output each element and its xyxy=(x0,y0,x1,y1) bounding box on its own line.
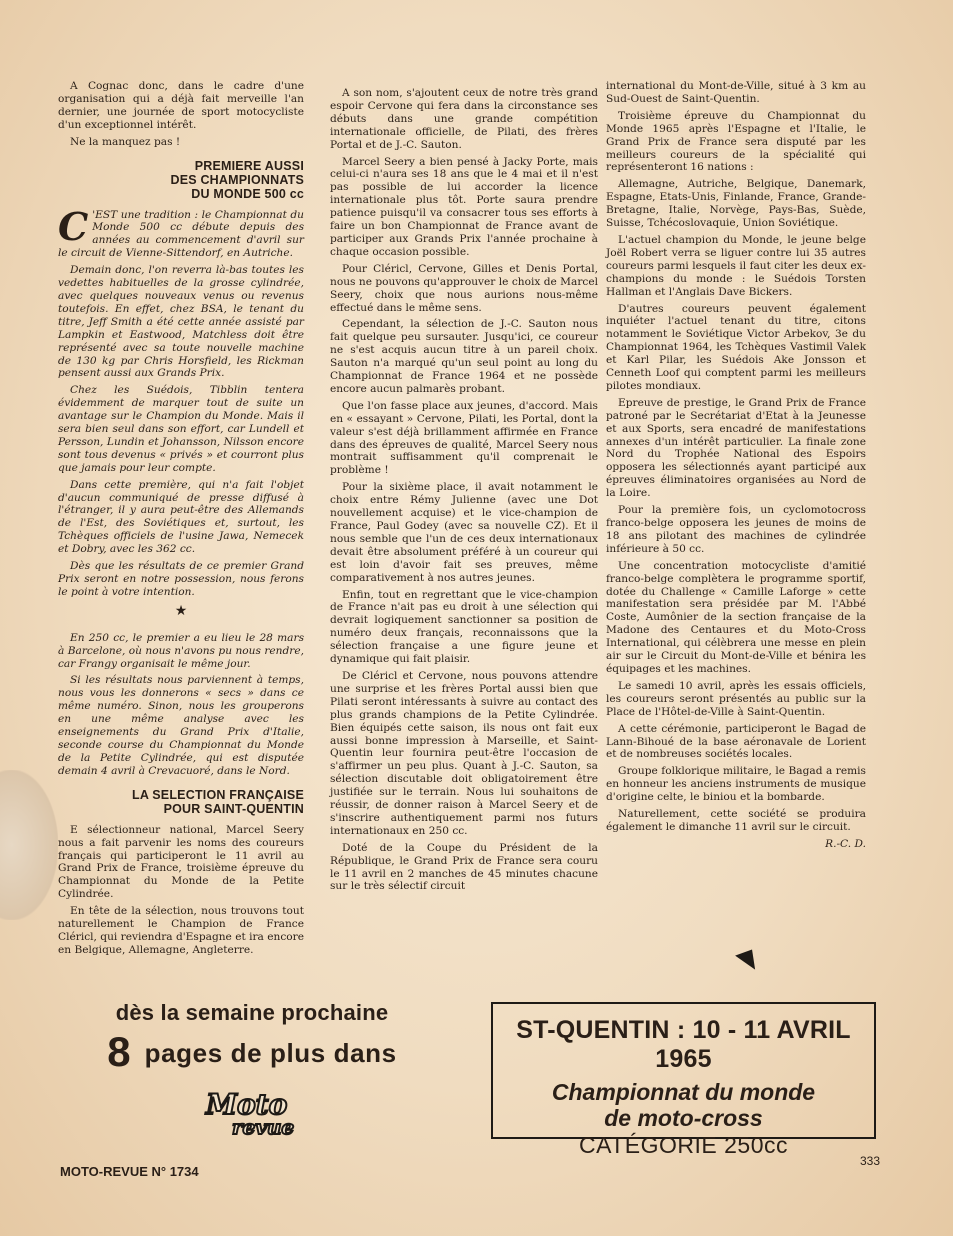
event-ad-box xyxy=(491,1002,876,1158)
article-paragraph: Dès que les résultats de ce premier Grand Prix seront en notre possession, nous ferons le point à votre intention. xyxy=(58,560,304,598)
article-column-1 xyxy=(58,80,304,961)
heading-premiere-aussi xyxy=(58,159,304,201)
article-paragraph: En tête de la sélection, nous trouvons tout naturellement le Champion de France Cléricl, qui reviendra d'Espagne et ira encore en Belgique, Allemagne, Angleterre. xyxy=(58,905,304,956)
promo-line-2 xyxy=(92,1028,412,1076)
paragraph-text: 'EST une tradition : le Championnat du Monde 500 cc débute depuis des années au commencement d'avril sur le circuit de Vienne-Sittendorf, en Autriche. xyxy=(58,208,304,260)
intro-tagline: Ne la manquez pas ! xyxy=(70,135,181,148)
promo-line-1: dès la semaine prochaine xyxy=(115,1000,389,1025)
page-number: 333 xyxy=(860,1154,881,1168)
ad-category: CATÉGORIE 250cc xyxy=(578,1132,789,1158)
intro-paragraph: A Cognac donc, dans le cadre d'une organisation qui a déjà fait merveille l'an dernier, une journée de sport motocycliste d'un exceptionnel intérêt. xyxy=(58,80,304,131)
article-paragraph: Cependant, la sélection de J.-C. Sauton nous fait quelque peu sursauter. Jusqu'ici, ce coureur ne s'est acquis aucun titre à un pareil choix. Sauton n'a marqué qu'un seul point au long du Championnat de France 1964 et ne possède encore aucun palmarès probant. xyxy=(330,318,598,395)
star-separator: ★ xyxy=(174,602,188,619)
article-paragraph: Pour la première fois, un cyclomotocross franco-belge opposera les jeunes de moins de 18 ans pilotant des machines de cylindrée inférieure à 50 cc. xyxy=(606,504,866,555)
promo-number: 8 xyxy=(107,1028,131,1075)
ad-event-dates: ST-QUENTIN : 10 - 11 AVRIL 1965 xyxy=(516,1016,851,1073)
heading-line: LA SELECTION FRANÇAISE xyxy=(132,787,304,802)
article-paragraph: Epreuve de prestige, le Grand Prix de France patroné par le Secrétariat d'Etat à la Jeunesse et aux Sports, sera encadré de manifestations annexes d'un intérêt particulier. La finale zone Nord du Trophée National des Espoirs opposera les sélectionnés ayant participé aux épreuves éliminatoires organisées au Nord de la Loire. xyxy=(606,396,866,500)
article-paragraph: De Cléricl et Cervone, nous pouvons attendre une surprise et les frères Portal aussi bien que Pilati seront intéressants à suivre au contact des plus grands champions de la Petite Cylindrée. Bien équipés cette saison, ils nous ont fait eux aussi bonne impression à Marseille, et Saint-Quentin leur fournira peut-être l'occasion de s'affirmer un peu plus. Quant à J.-C. Sauton, sa sélection discutable doit obligatoirement être justifiée sur le terrain. Nous lui souhaitons de réussir, de donner raison à Marcel Seery et de s'inscrire authentiquement parmi nos futurs internationaux en 250 cc. xyxy=(330,669,598,837)
article-paragraph: Si les résultats nous parviennent à temps, nous vous les donnerons « secs » dans ce même numéro. Sinon, nous les grouperons en une même analyse avec les enseignements du Grand Prix d'Italie, seconde course du Championnat du Monde de la Petite Cylindrée, qui est disputée demain 4 avril à Crevacuoré, dans le Nord. xyxy=(58,674,304,777)
heading-line: PREMIERE AUSSI xyxy=(194,158,304,173)
article-paragraph: Dans cette première, qui n'a fait l'objet d'aucun communiqué de presse diffusé à l'étranger, il y aura peut-être des Allemands de l'Est, des Soviétiques et, surtout, les Tchèques officiels de l'usine Jawa, Nemecek et Dobry, avec les 362 cc. xyxy=(58,478,304,556)
logo-text-bottom: revue xyxy=(232,1115,295,1138)
article-paragraph: Naturellement, cette société se produira également le dimanche 11 avril sur le circuit. xyxy=(606,808,866,833)
issue-footer: MOTO-REVUE N° 1734 xyxy=(60,1164,199,1179)
article-paragraph: Que l'on fasse place aux jeunes, d'accord. Mais en « essayant » Cervone, Pilati, les Portal, dont la valeur s'est déjà brillamment affirmée en France dans des épreuves de qualité, Marcel Seery nous montrait suffisamment qu'il comprenait le problème ! xyxy=(330,399,598,477)
article-paragraph: D'autres coureurs peuvent également inquiéter l'actuel tenant du titre, citons notamment le Soviétique Victor Arbekov, 3e du Championnat 1964, les Tchèques Vastimil Valek et Karl Pilar, les Suédois Ake Jonsson et Cenneth Loof qui comptent parmi les meilleurs pilotes mondiaux. xyxy=(606,302,866,392)
article-column-2 xyxy=(330,87,598,897)
article-paragraph: international du Mont-de-Ville, situé à 3 km au Sud-Ouest de Saint-Quentin. xyxy=(606,80,866,105)
article-paragraph: Groupe folklorique militaire, le Bagad a remis en honneur les anciens instruments de musique d'origine celte, le biniou et la bombarde. xyxy=(606,765,866,804)
drop-cap: C xyxy=(58,203,89,249)
article-paragraph: Enfin, tout en regrettant que le vice-champion de France n'ait pas eu droit à une sélection qui devrait logiquement sanctionner sa position de numéro deux français, reconnaissons que la sélection française a une figure jeune et dynamique qui fait plaisir. xyxy=(330,588,598,666)
author-signature: R.-C. D. xyxy=(825,837,866,850)
ad-title-line-2: de moto-cross xyxy=(604,1105,763,1131)
heading-line: DES CHAMPIONNATS xyxy=(170,172,304,187)
article-paragraph: E sélectionneur national, Marcel Seery nous a fait parvenir les noms des coureurs français qui participeront le 11 avril au Grand Prix de France, troisième épreuve du Championnat du Monde de la Petite Cylindrée. xyxy=(58,823,304,901)
article-paragraph: Une concentration motocycliste d'amitié franco-belge complètera le programme sportif, dotée du Challenge « Camille Laforge » cette manifestation sera présidée par M. l'Abbé Coste, Aumônier de la section française de la Madone des Centaures et du Moto-Cross International, qui célèbrera une messe en plein air sur le Circuit du Mont-de-Ville et bénira les équipages et les machines. xyxy=(606,559,866,675)
heading-line: POUR SAINT-QUENTIN xyxy=(163,801,304,816)
heading-selection-francaise xyxy=(58,788,304,816)
heading-line: DU MONDE 500 cc xyxy=(191,186,304,201)
torn-paper-edge xyxy=(0,770,58,920)
article-paragraph: Le samedi 10 avril, après les essais officiels, les coureurs seront présentés au public sur la Place de l'Hôtel-de-Ville à Saint-Quentin. xyxy=(606,679,866,718)
promo-block xyxy=(92,1000,412,1138)
promo-text: pages de plus dans xyxy=(144,1038,397,1068)
moto-revue-logo-icon xyxy=(202,1088,322,1138)
article-paragraph: Pour la sixième place, il avait notamment le choix entre Rémy Julienne (avec une Dot nouvellement acquise) et le vice-champion de France, Paul Godey (avec sa nouvelle CZ). Et il nous semble que l'un de ces deux internationaux devait être absolument préféré à un coureur qui est loin d'avoir fait ses preuves, même comparativement à nos autres jeunes. xyxy=(330,481,598,584)
article-paragraph: A cette cérémonie, participeront le Bagad de Lann-Bihoué de la base aéronavale de Lorient et de nombreuses sociétés locales. xyxy=(606,722,866,761)
article-paragraph: Troisième épreuve du Championnat du Monde 1965 après l'Espagne et l'Italie, le Grand Prix de France sera disputé par les meilleurs coureurs de la spécialité qui représenteront 16 nations : xyxy=(606,109,866,174)
article-paragraph xyxy=(58,203,304,261)
article-paragraph: Pour Cléricl, Cervone, Gilles et Denis Portal, nous ne pouvons qu'approuver le choix de Marcel Seery, choix que nous aurions nous-même effectué dans le même sens. xyxy=(330,262,598,314)
article-paragraph: En 250 cc, le premier a eu lieu le 28 mars à Barcelone, où nous n'avons pu nous rendre, car Frangy organisait le même jour. xyxy=(58,631,304,670)
nations-list: Allemagne, Autriche, Belgique, Danemark, Espagne, Etats-Unis, Finlande, France, Grande-Bretagne, Italie, Norvège, Pays-Bas, Suède, Suisse, Tchécoslovaquie, Union Soviétique. xyxy=(606,178,866,230)
article-paragraph: A son nom, s'ajoutent ceux de notre très grand espoir Cervone qui fera dans la circonstance ses débuts dans une grande compétition internationale officielle, de Pilati, des frères Portal et de J.-C. Sauton. xyxy=(330,87,598,151)
logo-text-top: Moto xyxy=(206,1088,288,1121)
article-paragraph: Chez les Suédois, Tibblin tentera évidemment de marquer tout de suite un avantage sur le Champion du Monde. Mais il sera bien seul dans son effort, car Lundell et Persson, Lundin et Johansson, Nilsson encore sont tous devenus « privés » et courront plus que jamais pour leur compte. xyxy=(58,384,304,474)
article-paragraph: L'actuel champion du Monde, le jeune belge Joël Robert verra se liguer contre lui 35 autres coureurs parmi lesquels il faut citer les deux ex-champions du monde : le Suédois Torsten Hallman et l'Anglais Dave Bickers. xyxy=(606,233,866,298)
ad-title-line-1: Championnat du monde xyxy=(551,1079,816,1105)
article-paragraph: Doté de la Coupe du Président de la République, le Grand Prix de France sera couru le 11 avril en 2 manches de 45 minutes chacune sur le très sélectif circuit xyxy=(330,841,598,893)
article-paragraph: Marcel Seery a bien pensé à Jacky Porte, mais celui-ci n'aura ses 18 ans que le 4 mai et il n'est pas possible de lui accorder la licence internationale plus tôt. Porte saura prendre patience puisqu'il va consacrer tous ses efforts à faire un bon Championnat de France avant de participer aux Grands Prix l'année prochaine à chaque occasion possible. xyxy=(330,155,598,258)
article-paragraph: Demain donc, l'on reverra là-bas toutes les vedettes habituelles de la grosse cylindrée, avec quelques nouveaux venus ou revenus toutefois. En effet, chez BSA, le tenant du titre, Jeff Smith a été cette année assisté par Lampkin et Eastwood, Matchless doit être représenté avec sa toute nouvelle machine de 130 kg par Chris Horsfield, les Rickman pensent aussi aux Grands Prix. xyxy=(58,264,304,380)
article-column-3 xyxy=(606,80,866,855)
